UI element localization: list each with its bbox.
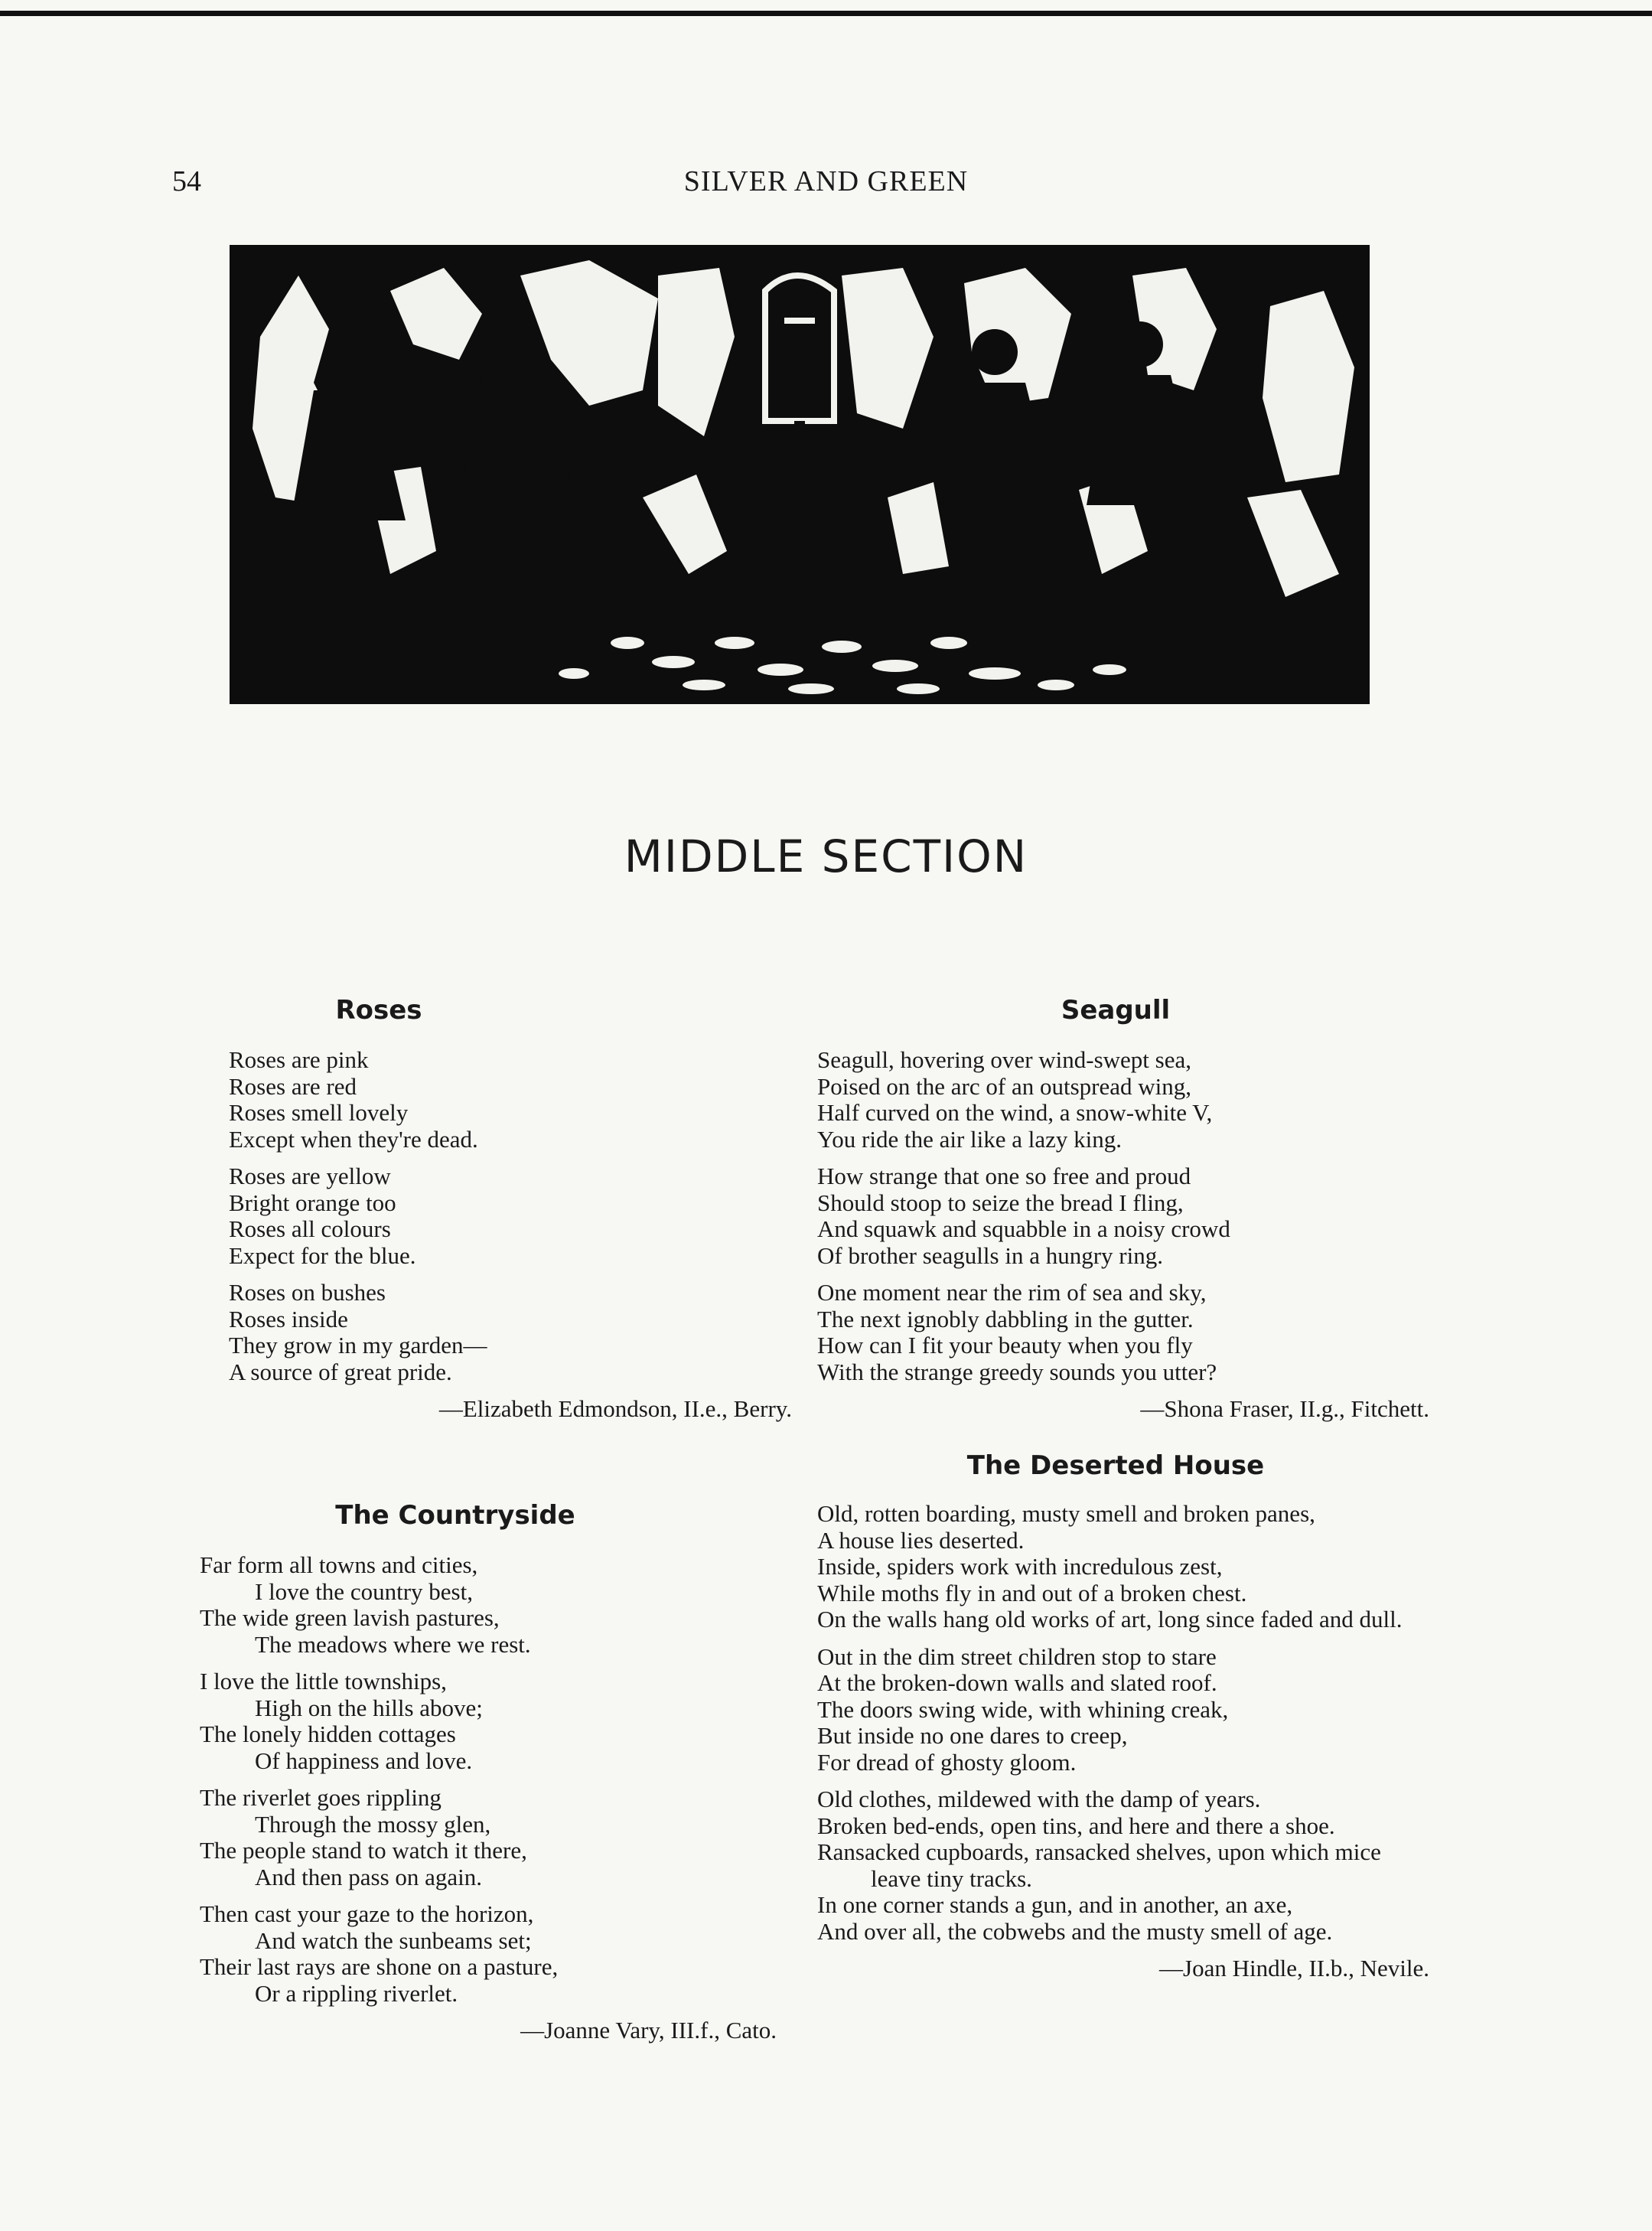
verse-line: Roses inside [229,1305,348,1332]
poem-countryside [195,1500,792,2044]
verse-line: Through the mossy glen, [255,1810,491,1838]
verse-line: I love the little townships, [200,1668,447,1694]
stanza [229,1163,792,1269]
verse-line: Half curved on the wind, a snow-white V, [817,1099,1213,1126]
section-title: MIDDLE SECTION [624,830,1028,882]
poem-title: Roses [335,995,422,1026]
poem-body [195,1047,792,1385]
verse-line: Roses are pink [229,1046,369,1073]
poem-attribution: —Elizabeth Edmondson, II.e., Berry. [438,1395,792,1422]
poem-title: The Deserted House [966,1450,1265,1481]
verse-line: At the broken-down walls and slated roof. [817,1669,1217,1696]
stanza [817,1786,1429,1945]
stanza [229,1047,792,1153]
verse-line: You ride the air like a lazy king. [817,1125,1123,1153]
stanza [817,1280,1429,1385]
verse-line: The next ignobly dabbling in the gutter. [817,1305,1194,1332]
verse-line: Old, rotten boarding, musty smell and broken panes, [817,1500,1315,1527]
stanza [229,1280,792,1385]
verse-line: Bright orange too [229,1189,396,1216]
verse-line: And watch the sunbeams set; [255,1926,532,1954]
poem-attribution: —Joanne Vary, III.f., Cato. [520,2017,777,2043]
verse-line: Seagull, hovering over wind-swept sea, [817,1046,1191,1073]
verse-line: Or a rippling riverlet. [255,1979,458,2007]
verse-line: Roses all colours [229,1215,391,1242]
verse-line: Roses on bushes [229,1279,386,1306]
verse-line: A source of great pride. [229,1358,452,1385]
verse-line: Of brother seagulls in a hungry ring. [817,1241,1163,1269]
verse-line: On the walls hang old works of art, long since faded and dull. [817,1606,1403,1632]
top-rule [0,11,1652,16]
verse-line: Their last rays are shone on a pasture, [200,1953,559,1980]
verse-line: And squawk and squabble in a noisy crowd [817,1215,1230,1242]
poem-body [195,1552,792,2007]
silhouette-children-postbox-illustration [230,245,1370,704]
poem-attribution: —Shona Fraser, II.g., Fitchett. [1140,1395,1429,1422]
verse-line: Inside, spiders work with incredulous zest, [817,1553,1223,1580]
verse-line: A house lies deserted. [817,1526,1025,1554]
stanza [200,1668,792,1774]
verse-line: Roses smell lovely [229,1099,409,1126]
poem-seagull [817,995,1429,1423]
verse-line: I love the country best, [255,1577,473,1605]
verse-line: The doors swing wide, with whining creak, [817,1695,1229,1723]
poem-title: Seagull [1061,995,1171,1026]
verse-line: Expect for the blue. [229,1241,416,1269]
stanza [200,1901,792,2007]
poem-attribution: —Joan Hindle, II.b., Nevile. [1159,1955,1429,1981]
verse-line: Ransacked cupboards, ransacked shelves, upon which mice leave tiny tracks. [817,1838,1381,1892]
verse-line: The lonely hidden cottages [200,1721,456,1747]
stanza [817,1163,1429,1269]
verse-line: Out in the dim street children stop to stare [817,1642,1217,1670]
verse-line: Should stoop to seize the bread I fling, [817,1189,1184,1216]
verse-line: In one corner stands a gun, and in another, an axe, [817,1891,1293,1918]
verse-line: With the strange greedy sounds you utter? [817,1358,1217,1385]
poem-deserted-house [817,1450,1429,1982]
stanza [200,1785,792,1890]
verse-line: Far form all towns and cities, [200,1551,478,1578]
verse-line: Of happiness and love. [255,1747,473,1774]
verse-line: But inside no one dares to creep, [817,1722,1128,1749]
verse-line: Broken bed-ends, open tins, and here and there a shoe. [817,1812,1335,1839]
verse-line: They grow in my garden— [229,1332,487,1358]
poem-body [817,1501,1429,1945]
verse-line: And then pass on again. [255,1863,483,1890]
verse-line: Roses are yellow [229,1163,391,1189]
verse-line: The wide green lavish pastures, [200,1604,500,1631]
verse-line: The people stand to watch it there, [200,1837,527,1864]
verse-line: The riverlet goes rippling [200,1784,442,1811]
verse-line: And over all, the cobwebs and the musty smell of age. [817,1917,1333,1945]
verse-line: Roses are red [229,1072,357,1100]
stanza [817,1047,1429,1153]
verse-line: One moment near the rim of sea and sky, [817,1279,1207,1306]
page-number: 54 [172,165,201,197]
poem-body [817,1047,1429,1385]
verse-line: Old clothes, mildewed with the damp of years. [817,1786,1261,1812]
verse-line: High on the hills above; [255,1694,483,1721]
stanza [200,1552,792,1658]
verse-line: Then cast your gaze to the horizon, [200,1900,534,1927]
verse-line: For dread of ghosty gloom. [817,1748,1077,1776]
running-title: SILVER AND GREEN [683,165,969,197]
verse-line: Except when they're dead. [229,1125,478,1153]
verse-line: How can I fit your beauty when you fly [817,1332,1193,1358]
stanza [817,1644,1429,1776]
verse-line: Poised on the arc of an outspread wing, [817,1072,1191,1100]
verse-line: How strange that one so free and proud [817,1163,1191,1189]
verse-line: The meadows where we rest. [255,1630,531,1658]
poem-title: The Countryside [335,1500,575,1531]
stanza [817,1501,1429,1633]
poem-roses [195,995,792,1423]
verse-line: While moths fly in and out of a broken chest. [817,1579,1247,1606]
